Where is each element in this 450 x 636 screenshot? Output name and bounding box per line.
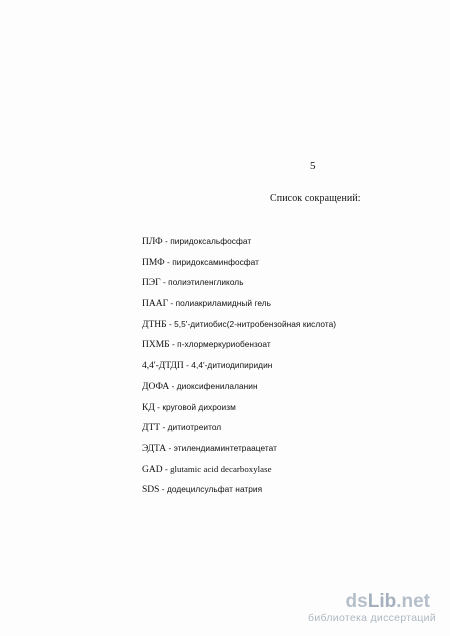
abbreviation: ЭДТА (142, 443, 167, 454)
list-item (142, 443, 336, 464)
abbreviation-definition: - полиакриламидный гель (168, 298, 272, 309)
abbreviation: ДТНБ (142, 319, 167, 330)
abbreviation-definition: - этилендиаминтетраацетат (166, 442, 277, 453)
abbreviation: КД (142, 402, 155, 413)
abbreviation: 4,4'-ДТДП (142, 361, 184, 372)
logo-text-part: .net (396, 591, 430, 612)
list-item (142, 402, 336, 423)
abbreviation-definition: - 4,4'-дитиодипиридин (183, 360, 273, 371)
abbreviation: SDS (142, 485, 160, 496)
list-item (142, 339, 336, 360)
logo-text-part: ds (345, 591, 368, 612)
page-title: Список сокращений: (270, 193, 361, 204)
abbreviation-definition: - пиридоксаминфосфат (164, 256, 260, 267)
list-item (142, 422, 336, 443)
list-item (142, 381, 336, 402)
abbreviation-definition: - додецилсульфат натрия (159, 484, 263, 495)
abbreviation: ПХМБ (142, 340, 170, 351)
list-item (142, 319, 336, 340)
watermark-subtitle: библиотека диссертаций (308, 612, 436, 624)
abbreviation: GAD (142, 464, 163, 475)
list-item (142, 277, 336, 298)
page-number: 5 (310, 160, 316, 172)
abbreviation-definition: - дитиотреитол (160, 422, 222, 433)
abbreviation-definition: - п-хлормеркуриобензоат (169, 339, 271, 350)
list-item (142, 257, 336, 278)
site-watermark (286, 592, 436, 628)
abbreviation-definition: - 5,5'-дитиобис(2-нитробензойная кислота) (166, 318, 337, 329)
abbreviation-definition: - glutamic acid decarboxylase (162, 463, 272, 474)
list-item (142, 360, 336, 381)
abbreviation-definition: - пиридоксальфосфат (162, 236, 252, 246)
abbreviation: ДТТ (142, 423, 161, 434)
abbreviation-definition: - круговой дихроизм (154, 401, 236, 412)
abbreviation-list (142, 236, 336, 505)
list-item (142, 298, 336, 319)
abbreviation: ПМФ (142, 257, 165, 268)
abbreviation: ПААГ (142, 299, 169, 310)
dslib-logo (346, 592, 430, 612)
list-item (142, 464, 336, 485)
logo-text-part: Lib (367, 591, 397, 612)
list-item (142, 236, 336, 257)
abbreviation: ДОФА (142, 381, 170, 392)
abbreviation-definition: - полиэтиленгликоль (160, 277, 244, 288)
abbreviation: ПЭГ (142, 278, 161, 289)
list-item (142, 484, 336, 505)
abbreviation-definition: - диоксифенилаланин (169, 380, 258, 391)
abbreviation: ПЛФ (142, 237, 163, 247)
